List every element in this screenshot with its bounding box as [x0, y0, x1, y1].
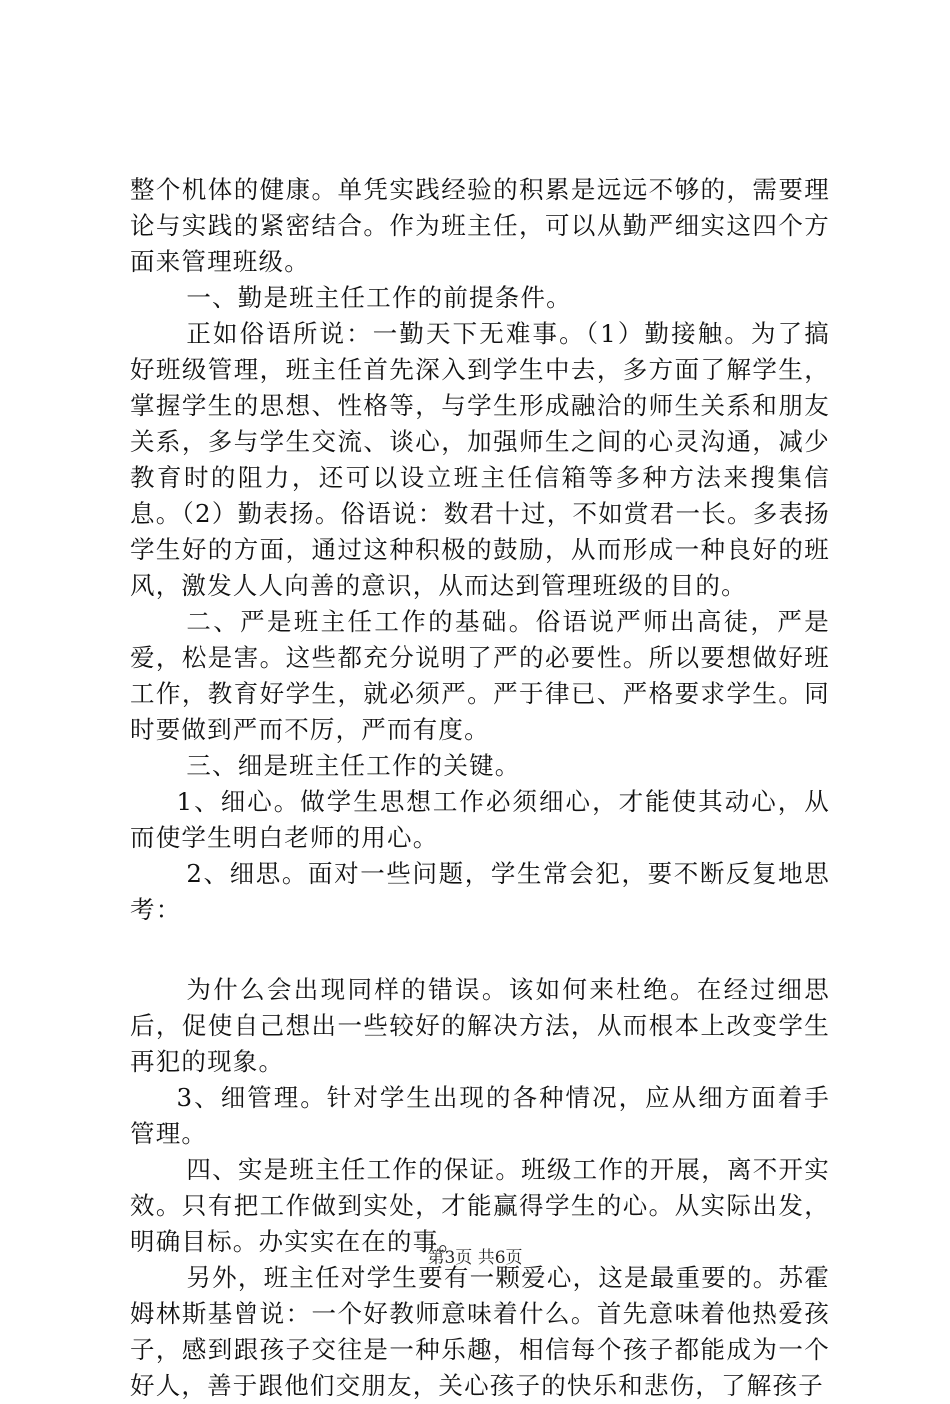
paragraph-qin-body: 正如俗语所说：一勤天下无难事。（1）勤接触。为了搞好班级管理，班主任首先深入到学生中去，多方面了解学生，掌握学生的思想、性格等，与学生形成融洽的师生关系和朋友关系，多与学生交流、谈心，加强师生之间的心灵沟通，减少教育时的阻力，还可以设立班主任信箱等多种方法来搜集信息。（2）勤表扬。俗语说：数君十过，不如赏君一长。多表扬学生好的方面，通过这种积极的鼓励，从而形成一种良好的班风，激发人人向善的意识，从而达到管理班级的目的。: [130, 319, 830, 600]
paragraph-shi: 四、实是班主任工作的保证。班级工作的开展，离不开实效。只有把工作做到实处，才能赢得学生的心。从实际出发，明确目标。办实实在在的事。: [130, 1155, 830, 1256]
paragraph-aixin: 另外，班主任对学生要有一颗爱心，这是最重要的。苏霍姆林斯基曾说：一个好教师意味着什么。首先意味着他热爱孩子，感到跟孩子交往是一种乐趣，相信每个孩子都能成为一个好人，善于跟他们交朋友，关心孩子的快乐和悲伤，了解孩子: [130, 1263, 830, 1400]
paragraph-xi-2-cont: 为什么会出现同样的错误。该如何来杜绝。在经过细思后，促使自己想出一些较好的解决方法，从而根本上改变学生再犯的现象。: [130, 975, 830, 1076]
paragraph-xi-3: 3、细管理。针对学生出现的各种情况，应从细方面着手管理。: [130, 1083, 830, 1148]
page-footer: 第3页 共6页: [427, 1248, 523, 1268]
paragraph-yan: 二、严是班主任工作的基础。俗语说严师出高徒，严是爱，松是害。这些都充分说明了严的必要性。所以要想做好班工作，教育好学生，就必须严。严于律已、严格要求学生。同时要做到严而不厉，严而有度。: [130, 607, 830, 744]
paragraph-xi-2: 2、细思。面对一些问题，学生常会犯，要不断反复地思考：: [130, 859, 830, 924]
heading-xi: 三、细是班主任工作的关键。: [186, 751, 521, 780]
paragraph-1: 整个机体的健康。单凭实践经验的积累是远远不够的，需要理论与实践的紧密结合。作为班主任，可以从勤严细实这四个方面来管理班级。: [130, 175, 830, 276]
document-body: [130, 172, 830, 1404]
paragraph-xi-1: 1、细心。做学生思想工作必须细心，才能使其动心，从而使学生明白老师的用心。: [130, 787, 830, 852]
heading-qin: 一、勤是班主任工作的前提条件。: [186, 283, 572, 312]
